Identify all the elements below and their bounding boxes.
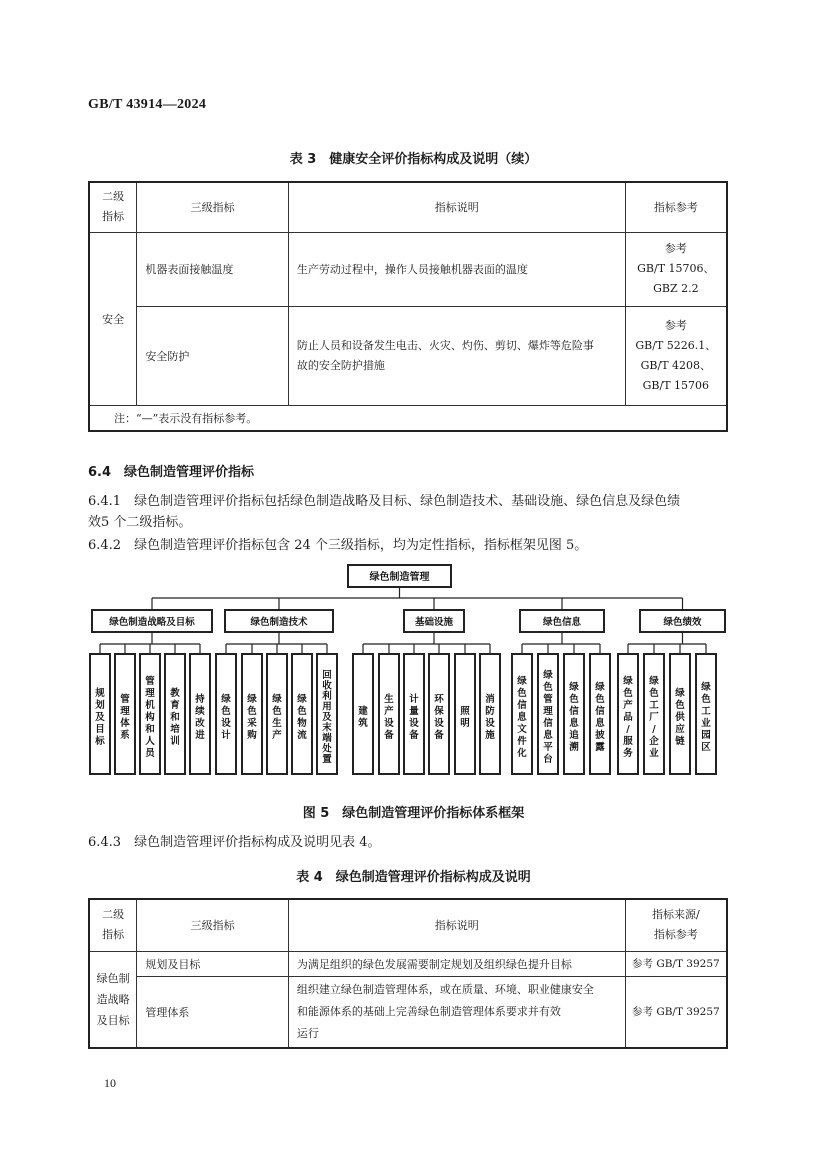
leaf-char: 绿 [272,694,282,705]
leaf-char: 持 [195,694,205,705]
leaf-char: 用 [322,701,332,713]
leaf-char: 服 [623,736,633,747]
header-level2: 二级 指标 [89,899,137,951]
leaf-char: 物 [297,718,307,729]
leaf-char: 企 [649,736,659,747]
leaf-char: 防 [485,706,495,717]
leaf-char: 收 [322,680,332,692]
leaf-char: 设 [434,718,444,729]
ref-cell: 参考 GB/T 39257 [625,976,727,1048]
leaf-char: 流 [297,730,307,741]
leaf-char: 利 [322,691,332,702]
leaf-char: 色 [649,688,659,699]
leaf-char: 信 [569,706,579,717]
leaf-char: 息 [595,718,605,729]
leaf-char: 系 [120,730,130,741]
leaf-char: 绿 [701,682,711,693]
leaf-char: 备 [434,730,444,741]
leaf-char: 设 [384,718,394,729]
leaf-char: 溯 [569,742,579,753]
leaf-char: 和 [145,724,155,735]
group-label: 绿色制造战略及目标 [109,617,195,628]
table4 [88,898,728,1049]
leaf-char: 培 [170,724,180,735]
leaf-char: 色 [247,706,257,717]
leaf-char: 体 [120,718,130,729]
leaf-char: 文 [517,724,527,735]
table4-title: 表 4 绿色制造管理评价指标构成及说明 [296,870,531,885]
leaf-char: 绿 [247,694,257,705]
leaf-char: 建 [358,706,368,717]
header-desc: 指标说明 [288,182,625,232]
leaf-char: 色 [221,706,231,717]
leaf-char: 绿 [675,688,685,699]
leaf-char: 产 [384,706,394,717]
leaf-char: 改 [195,718,205,729]
leaf-char: 进 [195,730,205,741]
leaf-char: 理 [543,706,553,717]
leaf-char: / [626,724,630,735]
leaf-char: 管 [120,694,130,705]
leaf-char: 处 [322,743,332,755]
leaf-char: 设 [221,718,231,729]
leaf-char: 标 [95,736,105,747]
table-cell: 管理体系 [137,976,289,1048]
leaf-char: 品 [623,712,633,723]
leaf-char: 及 [95,712,105,723]
leaf-char: 理 [145,688,155,699]
leaf-char: 绿 [623,676,633,687]
leaf-char: 色 [297,706,307,717]
leaf-char: 和 [170,712,180,723]
header-desc: 指标说明 [288,899,625,951]
leaf-char: 产 [623,700,633,711]
leaf-char: 绿 [649,676,659,687]
leaf-char: 管 [543,694,553,705]
leaf-char: 照 [460,706,470,717]
leaf-char: 明 [460,718,470,729]
table-note: 注：“—”表示没有指标参考。 [89,405,727,431]
leaf-char: 及 [322,712,332,723]
leaf-char: 台 [543,754,553,765]
leaf-char: 色 [623,688,633,699]
ref-cell: 参考 GB/T 39257 [625,951,727,976]
group-cell: 绿色制 造战略 及目标 [89,951,137,1048]
leaf-char: 计 [221,730,231,741]
leaf-char: 构 [145,712,155,723]
leaf-char: 生 [384,694,394,705]
leaf-char: / [652,724,656,735]
leaf-char: 机 [145,700,155,711]
leaf-char: 追 [569,730,579,741]
leaf-char: 筑 [358,718,368,729]
leaf-char: 色 [701,694,711,705]
leaf-char: 端 [322,733,332,744]
leaf-char: 产 [272,730,282,741]
leaf-char: 设 [409,718,419,729]
leaf-char: 末 [322,722,332,734]
leaf-char: 件 [517,736,527,747]
standard-number: GB/T 43914—2024 [88,97,207,112]
leaf-char: 绿 [517,676,527,687]
leaf-char: 管 [145,676,155,687]
table-cell: 组织建立绿色制造管理体系，或在质量、环境、职业健康安全 和能源体系的基础上完善绿色制造管理体系要求并有效 运行 [288,976,625,1048]
header-level2: 二级 指标 [89,182,137,232]
leaf-char: 保 [434,706,444,717]
leaf-char: 链 [675,736,685,747]
group-label: 绿色绩效 [663,617,702,628]
ref-cell: 参考 GB/T 5226.1、 GB/T 4208、 GB/T 15706 [625,306,727,405]
leaf-char: 工 [649,700,659,711]
figure5-caption: 图 5 绿色制造管理评价指标体系框架 [302,806,525,821]
section-title: 6.4 绿色制造管理评价指标 [88,465,255,480]
leaf-char: 绿 [543,670,553,681]
group-cell: 安全 [89,232,137,405]
header-ref: 指标来源/ 指标参考 [625,899,727,951]
leaf-char: 色 [569,694,579,705]
leaf-char: 信 [595,706,605,717]
leaf-char: 计 [409,694,419,705]
leaf-char: 色 [517,688,527,699]
leaf-char: 置 [322,754,332,765]
leaf-char: 绿 [297,694,307,705]
leaf-char: 业 [649,748,659,759]
leaf-char: 人 [145,736,155,747]
group-label: 绿色制造技术 [250,617,308,628]
leaf-char: 员 [145,748,155,759]
leaf-char: 息 [569,718,579,729]
leaf-char: 施 [485,730,495,741]
table-cell: 生产劳动过程中，操作人员接触机器表面的温度 [288,232,625,306]
leaf-char: 育 [170,700,180,711]
header-level3: 三级指标 [137,182,288,232]
leaf-char: 露 [595,742,605,753]
leaf-char: 供 [675,712,685,723]
leaf-char: 信 [517,700,527,711]
leaf-char: 化 [517,748,527,759]
leaf-char: 绿 [595,682,605,693]
leaf-char: 工 [701,706,711,717]
leaf-char: 区 [701,742,711,753]
leaf-char: 绿 [569,682,579,693]
leaf-char: 应 [675,724,685,735]
leaf-char: 环 [434,694,444,705]
ref-cell: 参考 GB/T 15706、 GBZ 2.2 [625,232,727,306]
figure5-diagram [0,558,827,778]
leaf-char: 厂 [649,712,659,723]
leaf-char: 备 [384,730,394,741]
leaf-char: 平 [543,742,553,753]
root-label: 绿色制造管理 [369,572,430,583]
leaf-char: 训 [170,736,180,747]
leaf-char: 色 [595,694,605,705]
leaf-char: 续 [195,706,205,717]
leaf-char: 采 [247,718,257,729]
leaf-char: 生 [272,718,282,729]
page-number: 10 [104,1076,116,1090]
table-cell: 规划及目标 [137,951,289,976]
leaf-char: 购 [247,730,257,741]
paragraph-643: 6.4.3 绿色制造管理评价指标构成及说明见表 4。 [88,835,381,850]
leaf-char: 色 [543,682,553,693]
leaf-char: 理 [120,706,130,717]
paragraph-642: 6.4.2 绿色制造管理评价指标包含 24 个三级指标，均为定性指标，指标框架见图 5。 [88,538,588,553]
header-ref: 指标参考 [625,182,727,232]
leaf-char: 规 [95,688,105,699]
leaf-char: 目 [95,724,105,735]
leaf-char: 教 [170,688,180,699]
leaf-char: 量 [409,706,419,717]
leaf-char: 色 [675,700,685,711]
leaf-char: 业 [701,718,711,729]
group-label: 基础设施 [414,617,454,628]
header-level3: 三级指标 [137,899,289,951]
leaf-char: 信 [543,718,553,729]
table-cell: 防止人员和设备发生电击、火灾、灼伤、剪切、爆炸等危险事 故的安全防护措施 [288,306,625,405]
table-cell: 机器表面接触温度 [137,232,288,306]
leaf-char: 披 [595,730,605,741]
leaf-char: 设 [485,718,495,729]
leaf-char: 园 [701,730,711,741]
table3 [88,181,728,432]
leaf-char: 息 [543,730,553,741]
table3-title: 表 3 健康安全评价指标构成及说明（续） [289,152,538,167]
leaf-char: 回 [322,670,332,681]
leaf-char: 消 [485,694,495,705]
leaf-char: 色 [272,706,282,717]
leaf-char: 息 [517,712,527,723]
leaf-char: 绿 [221,694,231,705]
paragraph-641: 6.4.1 绿色制造管理评价指标包括绿色制造战略及目标、绿色制造技术、基础设施、绿色信息及绿色绩 效5 个二级指标。 [88,494,681,530]
group-label: 绿色信息 [542,617,582,628]
table-cell: 安全防护 [137,306,288,405]
leaf-char: 务 [623,748,633,759]
table-cell: 为满足组织的绿色发展需要制定规划及组织绿色提升目标 [288,951,625,976]
leaf-char: 备 [409,730,419,741]
leaf-char: 划 [95,700,105,711]
